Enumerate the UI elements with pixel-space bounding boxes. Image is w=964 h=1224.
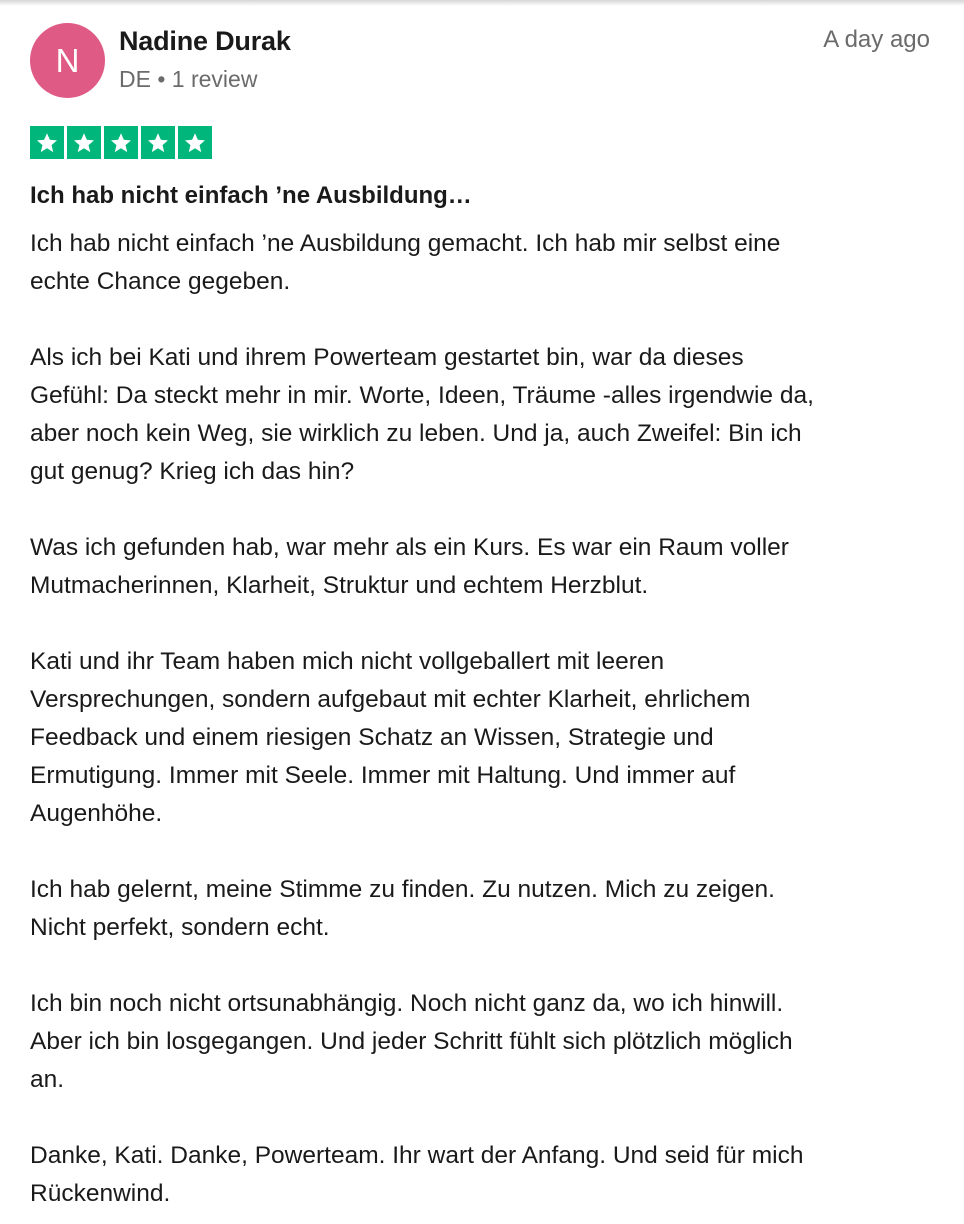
- star-icon: [141, 126, 175, 159]
- review-paragraph: Ich hab nicht einfach ’ne Ausbildung gemacht. Ich hab mir selbst eine echte Chance gegeben.: [30, 230, 781, 295]
- avatar[interactable]: N: [30, 23, 105, 98]
- review-paragraph: Ich hab gelernt, meine Stimme zu finden. Zu nutzen. Mich zu zeigen. Nicht perfekt, sondern echt.: [30, 876, 775, 941]
- author-name[interactable]: Nadine Durak: [119, 26, 291, 56]
- star-rating: [30, 126, 212, 159]
- review-paragraph: Danke, Kati. Danke, Powerteam. Ihr wart der Anfang. Und seid für mich Rückenwind.: [30, 1142, 804, 1207]
- star-icon: [178, 126, 212, 159]
- review-paragraph: Kati und ihr Team haben mich nicht vollgeballert mit leeren Versprechungen, sondern aufgebaut mit echter Klarheit, ehrlichem Feedback und einem riesigen Schatz an Wissen, Strategie und Ermutigung. Immer mit Seele. Immer mit Haltung. Und immer auf Augenhöhe.: [30, 648, 751, 827]
- review-paragraph: Ich bin noch nicht ortsunabhängig. Noch nicht ganz da, wo ich hinwill. Aber ich bin losgegangen. Und jeder Schritt fühlt sich plötzlich möglich an.: [30, 990, 793, 1093]
- review-date: A day ago: [823, 26, 930, 53]
- star-icon: [104, 126, 138, 159]
- review-paragraph: Als ich bei Kati und ihrem Powerteam gestartet bin, war da dieses Gefühl: Da steckt mehr in mir. Worte, Ideen, Träume -alles irgendwie da, aber noch kein Weg, sie wirklich zu leben. Und ja, auch Zweifel: Bin ich gut genug? Krieg ich das hin?: [30, 344, 814, 485]
- author-meta: DE • 1 review: [119, 66, 258, 92]
- review-paragraph: Was ich gefunden hab, war mehr als ein Kurs. Es war ein Raum voller Mutmacherinnen, Klarheit, Struktur und echtem Herzblut.: [30, 534, 789, 599]
- review-body: [30, 225, 950, 1224]
- star-icon: [67, 126, 101, 159]
- star-icon: [30, 126, 64, 159]
- review-title[interactable]: Ich hab nicht einfach ’ne Ausbildung…: [30, 182, 472, 209]
